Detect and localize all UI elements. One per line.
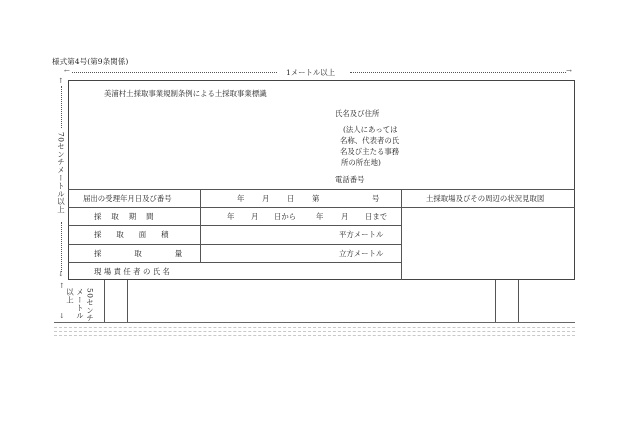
arrow-up-icon: ↑ xyxy=(59,282,65,290)
receipt-day: 日 xyxy=(287,194,295,203)
period-to: 日まで xyxy=(365,212,388,221)
corp-note-1: (法人にあっては xyxy=(343,125,398,134)
manager-label: 現場責任者の氏名 xyxy=(94,267,173,276)
name-address-label: 氏名及び住所 xyxy=(335,109,380,118)
receipt-month: 月 xyxy=(262,194,270,203)
volume-label: 採取量 xyxy=(94,249,216,258)
ground-hatch-1 xyxy=(54,327,575,328)
arrow-up-icon: ↑ xyxy=(58,77,64,85)
period-to-month: 月 xyxy=(341,212,349,221)
volume-unit: 立方メートル xyxy=(339,249,384,258)
ground-hatch-2 xyxy=(54,331,575,332)
period-label: 採取期間 xyxy=(94,212,164,221)
corp-note-3: 名及び主たる事務 xyxy=(340,147,400,156)
post-label-2: メートル xyxy=(75,288,85,320)
width-label: 1メートル以上 xyxy=(286,68,336,77)
phone-label: 電話番号 xyxy=(335,175,365,184)
ground-line xyxy=(54,322,575,323)
arrow-down-icon: ↓ xyxy=(58,270,64,278)
corp-note-4: 所の所在地) xyxy=(341,158,381,167)
post-label-3: 以上 xyxy=(65,288,75,304)
receipt-label: 届出の受理年月日及び番号 xyxy=(83,194,172,203)
receipt-no-prefix: 第 xyxy=(312,194,320,203)
ground-hatch-3 xyxy=(54,335,575,336)
arrow-left-icon: ← xyxy=(64,67,70,75)
corp-note-2: 名称、代表者の氏 xyxy=(340,136,400,145)
height-label: 70センチメートル以上 xyxy=(56,132,66,214)
sign-title: 美浦村土採取事業規制条例による土採取事業標識 xyxy=(104,89,267,98)
period-from-month: 月 xyxy=(251,212,259,221)
period-from-year: 年 xyxy=(227,212,235,221)
period-from: 日から xyxy=(274,212,297,221)
arrow-down-icon: ↓ xyxy=(59,312,65,320)
receipt-year: 年 xyxy=(237,194,245,203)
receipt-no-suffix: 号 xyxy=(372,194,380,203)
form-id: 様式第4号(第9条関係) xyxy=(52,57,129,66)
arrow-right-icon: → xyxy=(566,67,572,75)
period-to-year: 年 xyxy=(316,212,324,221)
area-unit: 平方メートル xyxy=(339,230,384,239)
map-label: 土採取場及びその周辺の状況見取図 xyxy=(426,194,545,203)
post-label-1: 50センチ xyxy=(85,288,95,323)
area-label: 採取面積 xyxy=(94,230,184,239)
